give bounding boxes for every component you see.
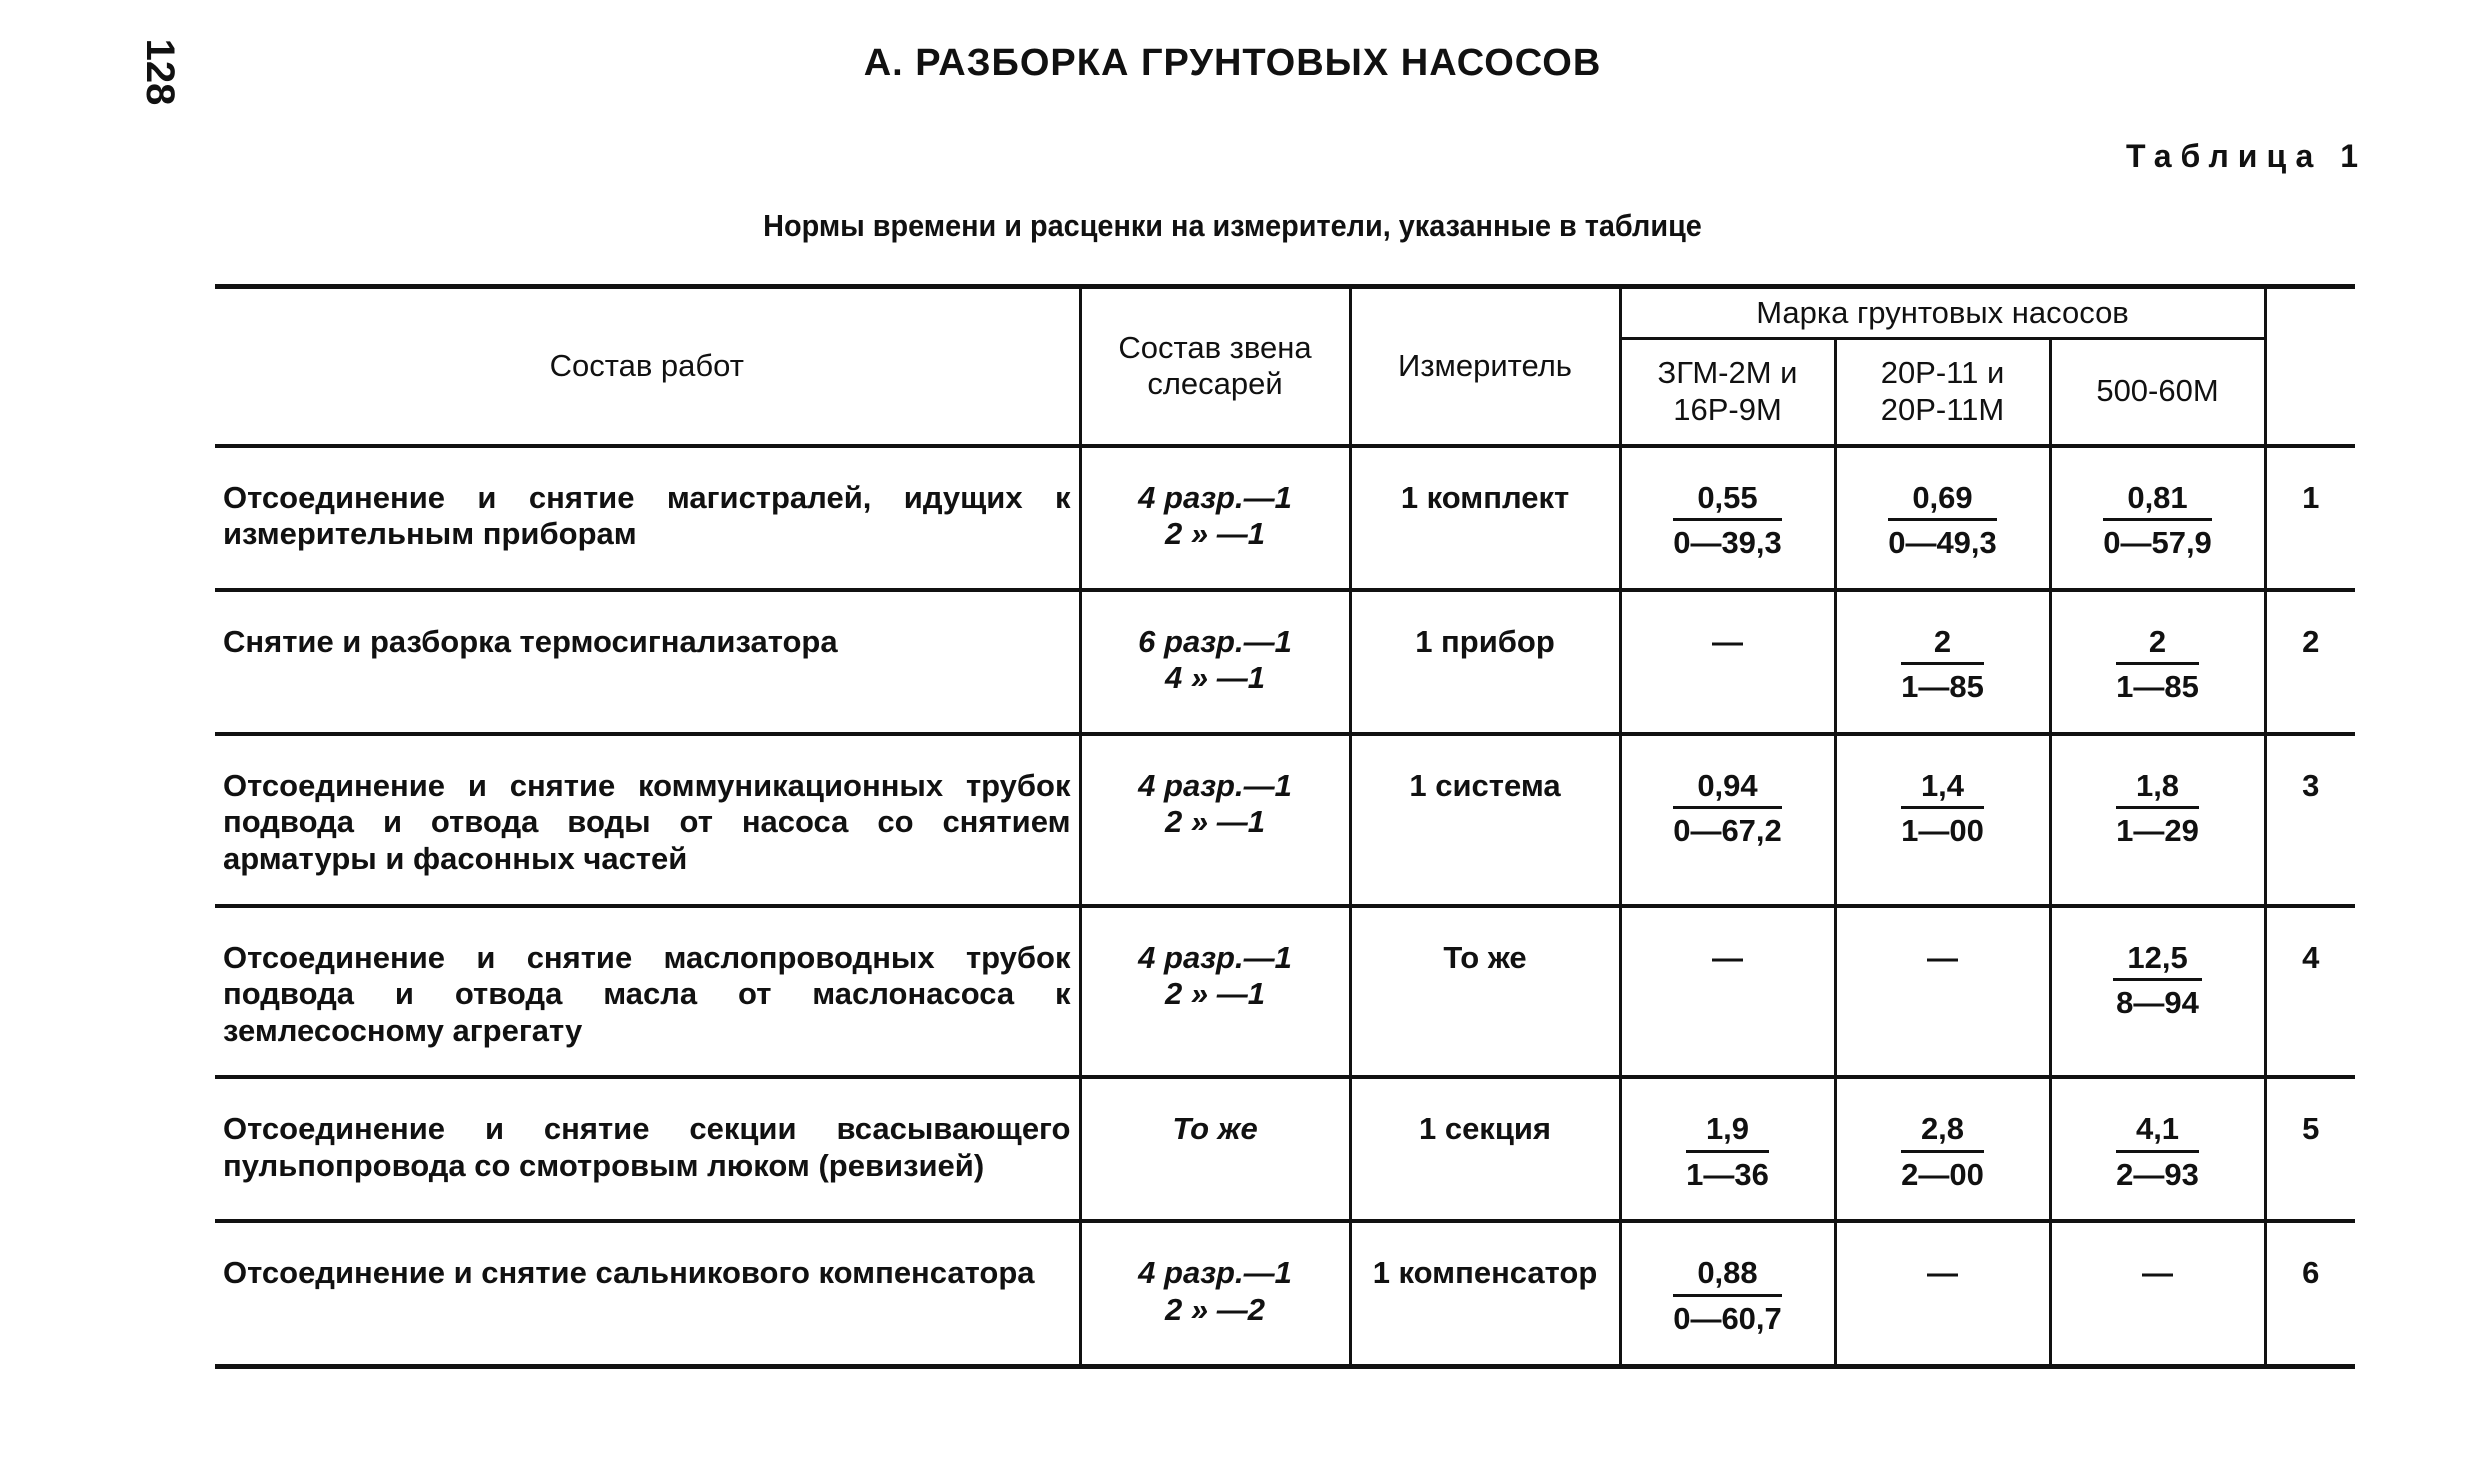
time-rate-fraction (1673, 768, 1782, 850)
table-row (215, 590, 2355, 734)
header-pump-2: 20Р-11 и 20Р-11М (1835, 339, 2050, 446)
pump-value-cell (1620, 734, 1835, 906)
pump-value-cell (2050, 1077, 2265, 1221)
row-number: 2 (2265, 590, 2355, 734)
pump-value-cell (1835, 446, 2050, 590)
time-norm: 0,55 (1673, 480, 1782, 522)
time-rate-fraction (2103, 480, 2212, 562)
crew-composition (1080, 734, 1350, 906)
measure-unit: 1 секция (1350, 1077, 1620, 1221)
no-value-dash: — (1927, 939, 1958, 975)
work-description: Отсоединение и снятие маслопроводных трубок подвода и отвода масла от маслонасоса к землесосному агрегату (215, 906, 1080, 1078)
row-number: 5 (2265, 1077, 2355, 1221)
pump-value-cell (2050, 590, 2265, 734)
table-row (215, 1077, 2355, 1221)
table-row (215, 446, 2355, 590)
row-number: 4 (2265, 906, 2355, 1078)
pump-value-cell (2050, 1221, 2265, 1366)
page-number: 128 (138, 38, 182, 106)
crew-composition (1080, 446, 1350, 590)
rate-price: 1—36 (1686, 1156, 1769, 1192)
pump-value-cell (1620, 906, 1835, 1078)
pump-value-cell (1620, 1221, 1835, 1366)
pump-value-cell (2050, 906, 2265, 1078)
time-norm: 0,69 (1888, 480, 1997, 522)
crew-line: 4 » —1 (1165, 660, 1265, 696)
rate-price: 1—85 (1901, 669, 1984, 705)
header-crew: Состав звена слесарей (1080, 287, 1350, 446)
work-description: Снятие и разборка термосигнализатора (215, 590, 1080, 734)
time-norm: 2,8 (1901, 1111, 1984, 1153)
no-value-dash: — (1712, 939, 1743, 975)
time-norm: 4,1 (2116, 1111, 2199, 1153)
table-row (215, 1221, 2355, 1366)
header-pump-3: 500-60М (2050, 339, 2265, 446)
time-rate-fraction (1686, 1111, 1769, 1193)
pump-value-cell (2050, 734, 2265, 906)
table-label: Таблица 1 (2125, 138, 2367, 174)
crew-line: 4 разр.—1 (1138, 767, 1292, 803)
crew-composition (1080, 590, 1350, 734)
pump-value-cell (1835, 1077, 2050, 1221)
time-norm: 1,4 (1901, 768, 1984, 810)
rate-price: 0—60,7 (1673, 1301, 1782, 1337)
crew-composition (1080, 906, 1350, 1078)
row-number: 1 (2265, 446, 2355, 590)
time-norm: 12,5 (2113, 940, 2201, 982)
measure-unit: 1 система (1350, 734, 1620, 906)
crew-composition (1080, 1221, 1350, 1366)
row-number: 3 (2265, 734, 2355, 906)
pump-value-cell (1835, 590, 2050, 734)
table-caption: Нормы времени и расценки на измерители, указанные в таблице (763, 208, 1702, 243)
pump-value-cell (1835, 1221, 2050, 1366)
work-description: Отсоединение и снятие секции всасывающего пульпопровода со смотровым люком (ревизией) (215, 1077, 1080, 1221)
table-row (215, 734, 2355, 906)
no-value-dash: — (1927, 1255, 1958, 1291)
time-rate-fraction (2116, 1111, 2199, 1193)
rate-price: 0—49,3 (1888, 525, 1997, 561)
crew-line: 4 разр.—1 (1138, 479, 1292, 515)
rate-price: 1—29 (2116, 813, 2199, 849)
time-norm: 0,88 (1673, 1255, 1782, 1297)
header-pump-group: Марка грунтовых насосов (1620, 287, 2265, 339)
crew-line: 2 » —1 (1165, 804, 1265, 840)
header-pump-1: ЗГМ-2М и 16Р-9М (1620, 339, 1835, 446)
crew-line: 2 » —2 (1165, 1292, 1265, 1328)
time-rate-fraction (1901, 624, 1984, 706)
pump-value-cell (1620, 590, 1835, 734)
time-norm: 1,8 (2116, 768, 2199, 810)
time-rate-fraction (2113, 940, 2201, 1022)
time-norm: 2 (1901, 624, 1984, 666)
time-norm: 0,81 (2103, 480, 2212, 522)
time-rate-fraction (1673, 480, 1782, 562)
measure-unit: 1 комплект (1350, 446, 1620, 590)
header-unit: Измеритель (1350, 287, 1620, 446)
time-rate-fraction (2116, 624, 2199, 706)
crew-composition (1080, 1077, 1350, 1221)
header-row-number (2265, 287, 2355, 446)
time-rate-fraction (1901, 1111, 1984, 1193)
table-body (215, 446, 2355, 1367)
time-rate-fraction (2116, 768, 2199, 850)
rate-price: 2—00 (1901, 1156, 1984, 1192)
pump-value-cell (1835, 734, 2050, 906)
pump-value-cell (2050, 446, 2265, 590)
time-norm: 1,9 (1686, 1111, 1769, 1153)
crew-line: 2 » —1 (1165, 976, 1265, 1012)
pump-value-cell (1835, 906, 2050, 1078)
pump-value-cell (1620, 446, 1835, 590)
measure-unit: 1 прибор (1350, 590, 1620, 734)
rate-price: 8—94 (2116, 985, 2199, 1021)
crew-line: 2 » —1 (1165, 516, 1265, 552)
time-norm: 0,94 (1673, 768, 1782, 810)
table-row (215, 906, 2355, 1078)
time-rate-fraction (1673, 1255, 1782, 1337)
crew-line: 4 разр.—1 (1138, 939, 1292, 975)
section-title: А. РАЗБОРКА ГРУНТОВЫХ НАСОСОВ (863, 42, 1602, 84)
time-norm: 2 (2116, 624, 2199, 666)
header-work: Состав работ (215, 287, 1080, 446)
rate-price: 2—93 (2116, 1156, 2199, 1192)
row-number: 6 (2265, 1221, 2355, 1366)
crew-line: То же (1172, 1111, 1258, 1147)
measure-unit: 1 компенсатор (1350, 1221, 1620, 1366)
no-value-dash: — (2142, 1255, 2174, 1291)
work-description: Отсоединение и снятие магистралей, идущих к измерительным приборам (215, 446, 1080, 590)
rate-price: 0—67,2 (1673, 813, 1782, 849)
rate-price: 0—57,9 (2103, 525, 2212, 561)
rate-price: 1—85 (2116, 669, 2199, 705)
time-rate-fraction (1901, 768, 1984, 850)
time-rate-fraction (1888, 480, 1997, 562)
work-description: Отсоединение и снятие сальникового компенсатора (215, 1221, 1080, 1366)
pump-value-cell (1620, 1077, 1835, 1221)
measure-unit: То же (1350, 906, 1620, 1078)
rate-price: 1—00 (1901, 813, 1984, 849)
work-description: Отсоединение и снятие коммуникационных трубок подвода и отвода воды от насоса со снятием арматуры и фасонных частей (215, 734, 1080, 906)
crew-line: 4 разр.—1 (1138, 1255, 1292, 1291)
rate-price: 0—39,3 (1673, 525, 1782, 561)
no-value-dash: — (1712, 623, 1743, 659)
crew-line: 6 разр.—1 (1138, 623, 1292, 659)
norms-table (215, 284, 2355, 1369)
